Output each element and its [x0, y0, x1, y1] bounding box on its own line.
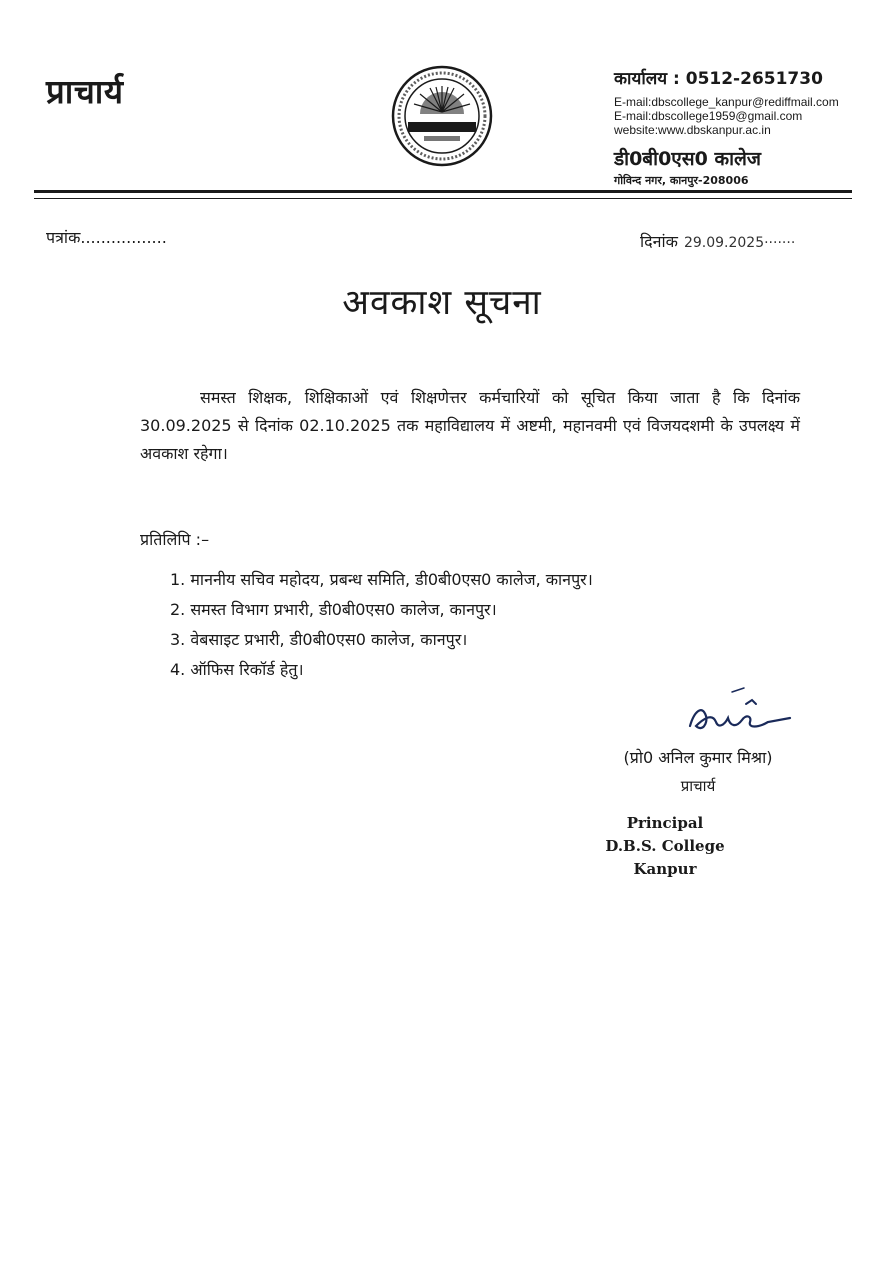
header-divider-thick — [34, 190, 852, 193]
stamp-line-1: Principal — [626, 814, 704, 832]
office-phone: कार्यालय : 0512-2651730 — [614, 69, 823, 89]
principal-stamp — [580, 812, 750, 881]
college-name: डी0बी0एस0 कालेज — [614, 148, 761, 170]
signature-icon — [672, 682, 802, 738]
email-secondary: E-mail:dbscollege1959@gmail.com — [614, 109, 803, 123]
list-item: 3. वेबसाइट प्रभारी, डी0बी0एस0 कालेज, कानपुर। — [170, 630, 468, 649]
website-link: website:www.dbskanpur.ac.in — [614, 123, 771, 137]
college-seal-icon — [390, 64, 494, 168]
list-item: 1. माननीय सचिव महोदय, प्रबन्ध समिति, डी0बी0एस0 कालेज, कानपुर। — [170, 570, 593, 589]
signatory-title: प्राचार्य — [680, 777, 716, 795]
date-field — [640, 230, 795, 252]
notice-body: समस्त शिक्षक, शिक्षिकाओं एवं शिक्षणेत्तर कर्मचारियों को सूचित किया जाता है कि दिनांक 30.09.2025 से दिनांक 02.10.2025 तक महाविद्यालय में अष्टमी, महानवमी एवं विजयदशमी के उपलक्ष्य में अवकाश रहेगा। — [140, 388, 800, 463]
copy-to-list — [170, 568, 593, 688]
office-title: प्राचार्य — [46, 72, 124, 111]
header-divider-thin — [34, 198, 852, 199]
email-primary: E-mail:dbscollege_kanpur@rediffmail.com — [614, 95, 839, 109]
date-label: दिनांक — [640, 232, 678, 251]
notice-title: अवकाश सूचना — [342, 283, 542, 323]
copy-to-label: प्रतिलिपि :– — [140, 530, 210, 549]
college-address: गोविन्द नगर, कानपुर-208006 — [614, 174, 749, 187]
stamp-line-2: D.B.S. College Kanpur — [605, 837, 725, 878]
contact-block — [614, 66, 876, 188]
signatory-name: (प्रो0 अनिल कुमार मिश्रा) — [623, 748, 773, 767]
list-item: 4. ऑफिस रिकॉर्ड हेतु। — [170, 660, 304, 679]
reference-number: पत्रांक................. — [46, 228, 167, 247]
date-value: 29.09.2025······· — [683, 235, 796, 251]
list-item: 2. समस्त विभाग प्रभारी, डी0बी0एस0 कालेज, कानपुर। — [170, 600, 497, 619]
